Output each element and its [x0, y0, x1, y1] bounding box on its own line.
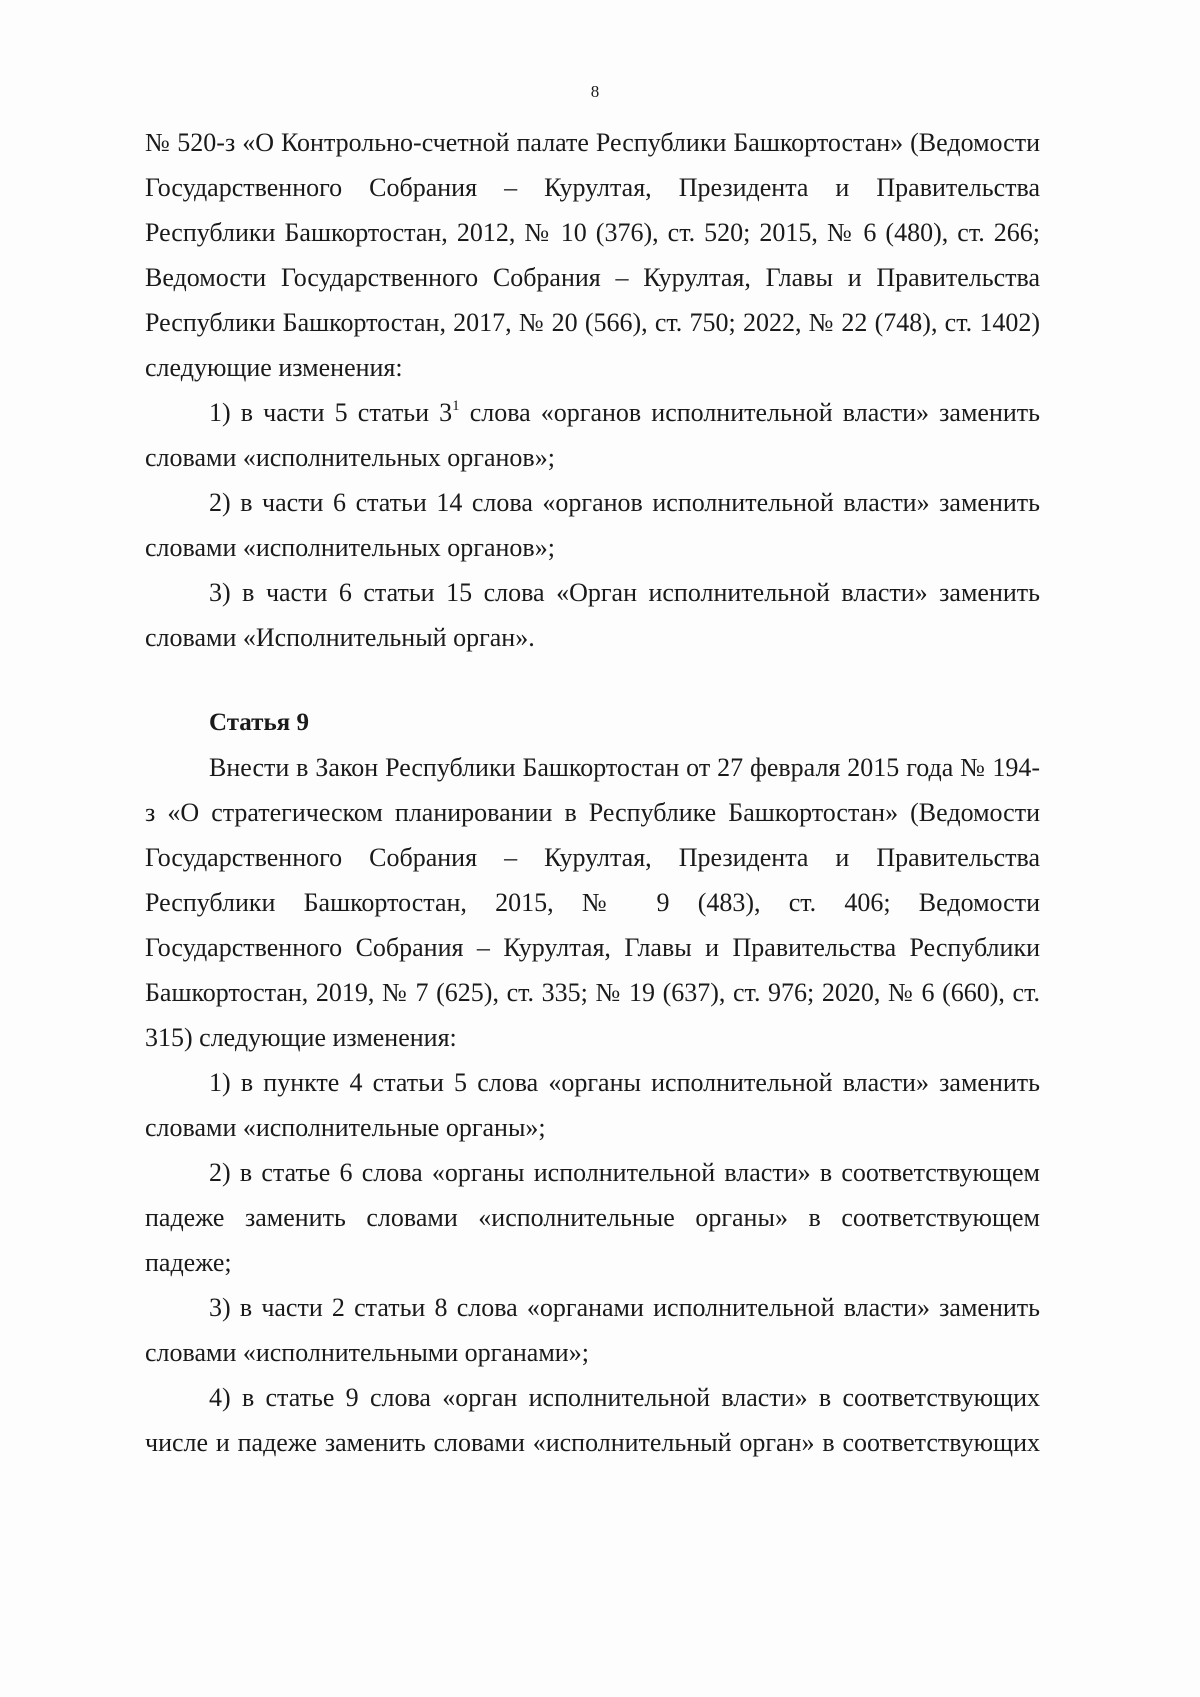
article-9: [145, 700, 1040, 1465]
list-item-text: слова «органов исполнительной власти» заменить словами «исполнительных органов»;: [145, 398, 1041, 472]
list-item-text: 1) в части 5 статьи 3: [209, 398, 453, 427]
list-item-article-9-2: 2) в статье 6 слова «органы исполнительной власти» в соответствующем падеже заменить словами «исполнительные органы» в соответствующем падеже;: [145, 1158, 1040, 1277]
paragraph-law-194-intro: Внести в Закон Республики Башкортостан от 27 февраля 2015 года № 194-з «О стратегическом планировании в Республике Башкортостан» (Ведомости Государственного Собрания – Курултая, Президента и Правительства Республики Башкортостан, 2015, № 9 (483), ст. 406; Ведомости Государственного Собрания – Курултая, Главы и Правительства Республики Башкортостан, 2019, № 7 (625), ст. 335; № 19 (637), ст. 976; 2020, № 6 (660), ст. 315) следующие изменения:: [145, 753, 1040, 1052]
paragraph-law-520-intro: № 520-з «О Контрольно-счетной палате Республики Башкортостан» (Ведомости Государственного Собрания – Курултая, Президента и Правительства Республики Башкортостан, 2012, № 10 (376), ст. 520; 2015, № 6 (480), ст. 266; Ведомости Государственного Собрания – Курултая, Главы и Правительства Республики Башкортостан, 2017, № 20 (566), ст. 750; 2022, № 22 (748), ст. 1402) следующие изменения:: [145, 128, 1040, 382]
page-number: 8: [590, 82, 600, 101]
list-item-article-8-2: 2) в части 6 статьи 14 слова «органов исполнительной власти» заменить словами «исполнительных органов»;: [145, 488, 1040, 562]
list-item-article-9-3: 3) в части 2 статьи 8 слова «органами исполнительной власти» заменить словами «исполнительными органами»;: [145, 1293, 1040, 1367]
article-heading: Статья 9: [209, 709, 309, 736]
list-item-article-9-1: 1) в пункте 4 статьи 5 слова «органы исполнительной власти» заменить словами «исполнительные органы»;: [145, 1068, 1040, 1142]
list-item-article-9-4: 4) в статье 9 слова «орган исполнительной власти» в соответствующих числе и падеже заменить словами «исполнительный орган» в соответствующих: [145, 1383, 1040, 1457]
superscript-index: 1: [452, 398, 460, 414]
list-item-article-8-1: [145, 390, 1040, 480]
article-8-continuation: [145, 120, 1040, 660]
list-item-article-8-3: 3) в части 6 статьи 15 слова «Орган исполнительной власти» заменить словами «Исполнительный орган».: [145, 578, 1040, 652]
